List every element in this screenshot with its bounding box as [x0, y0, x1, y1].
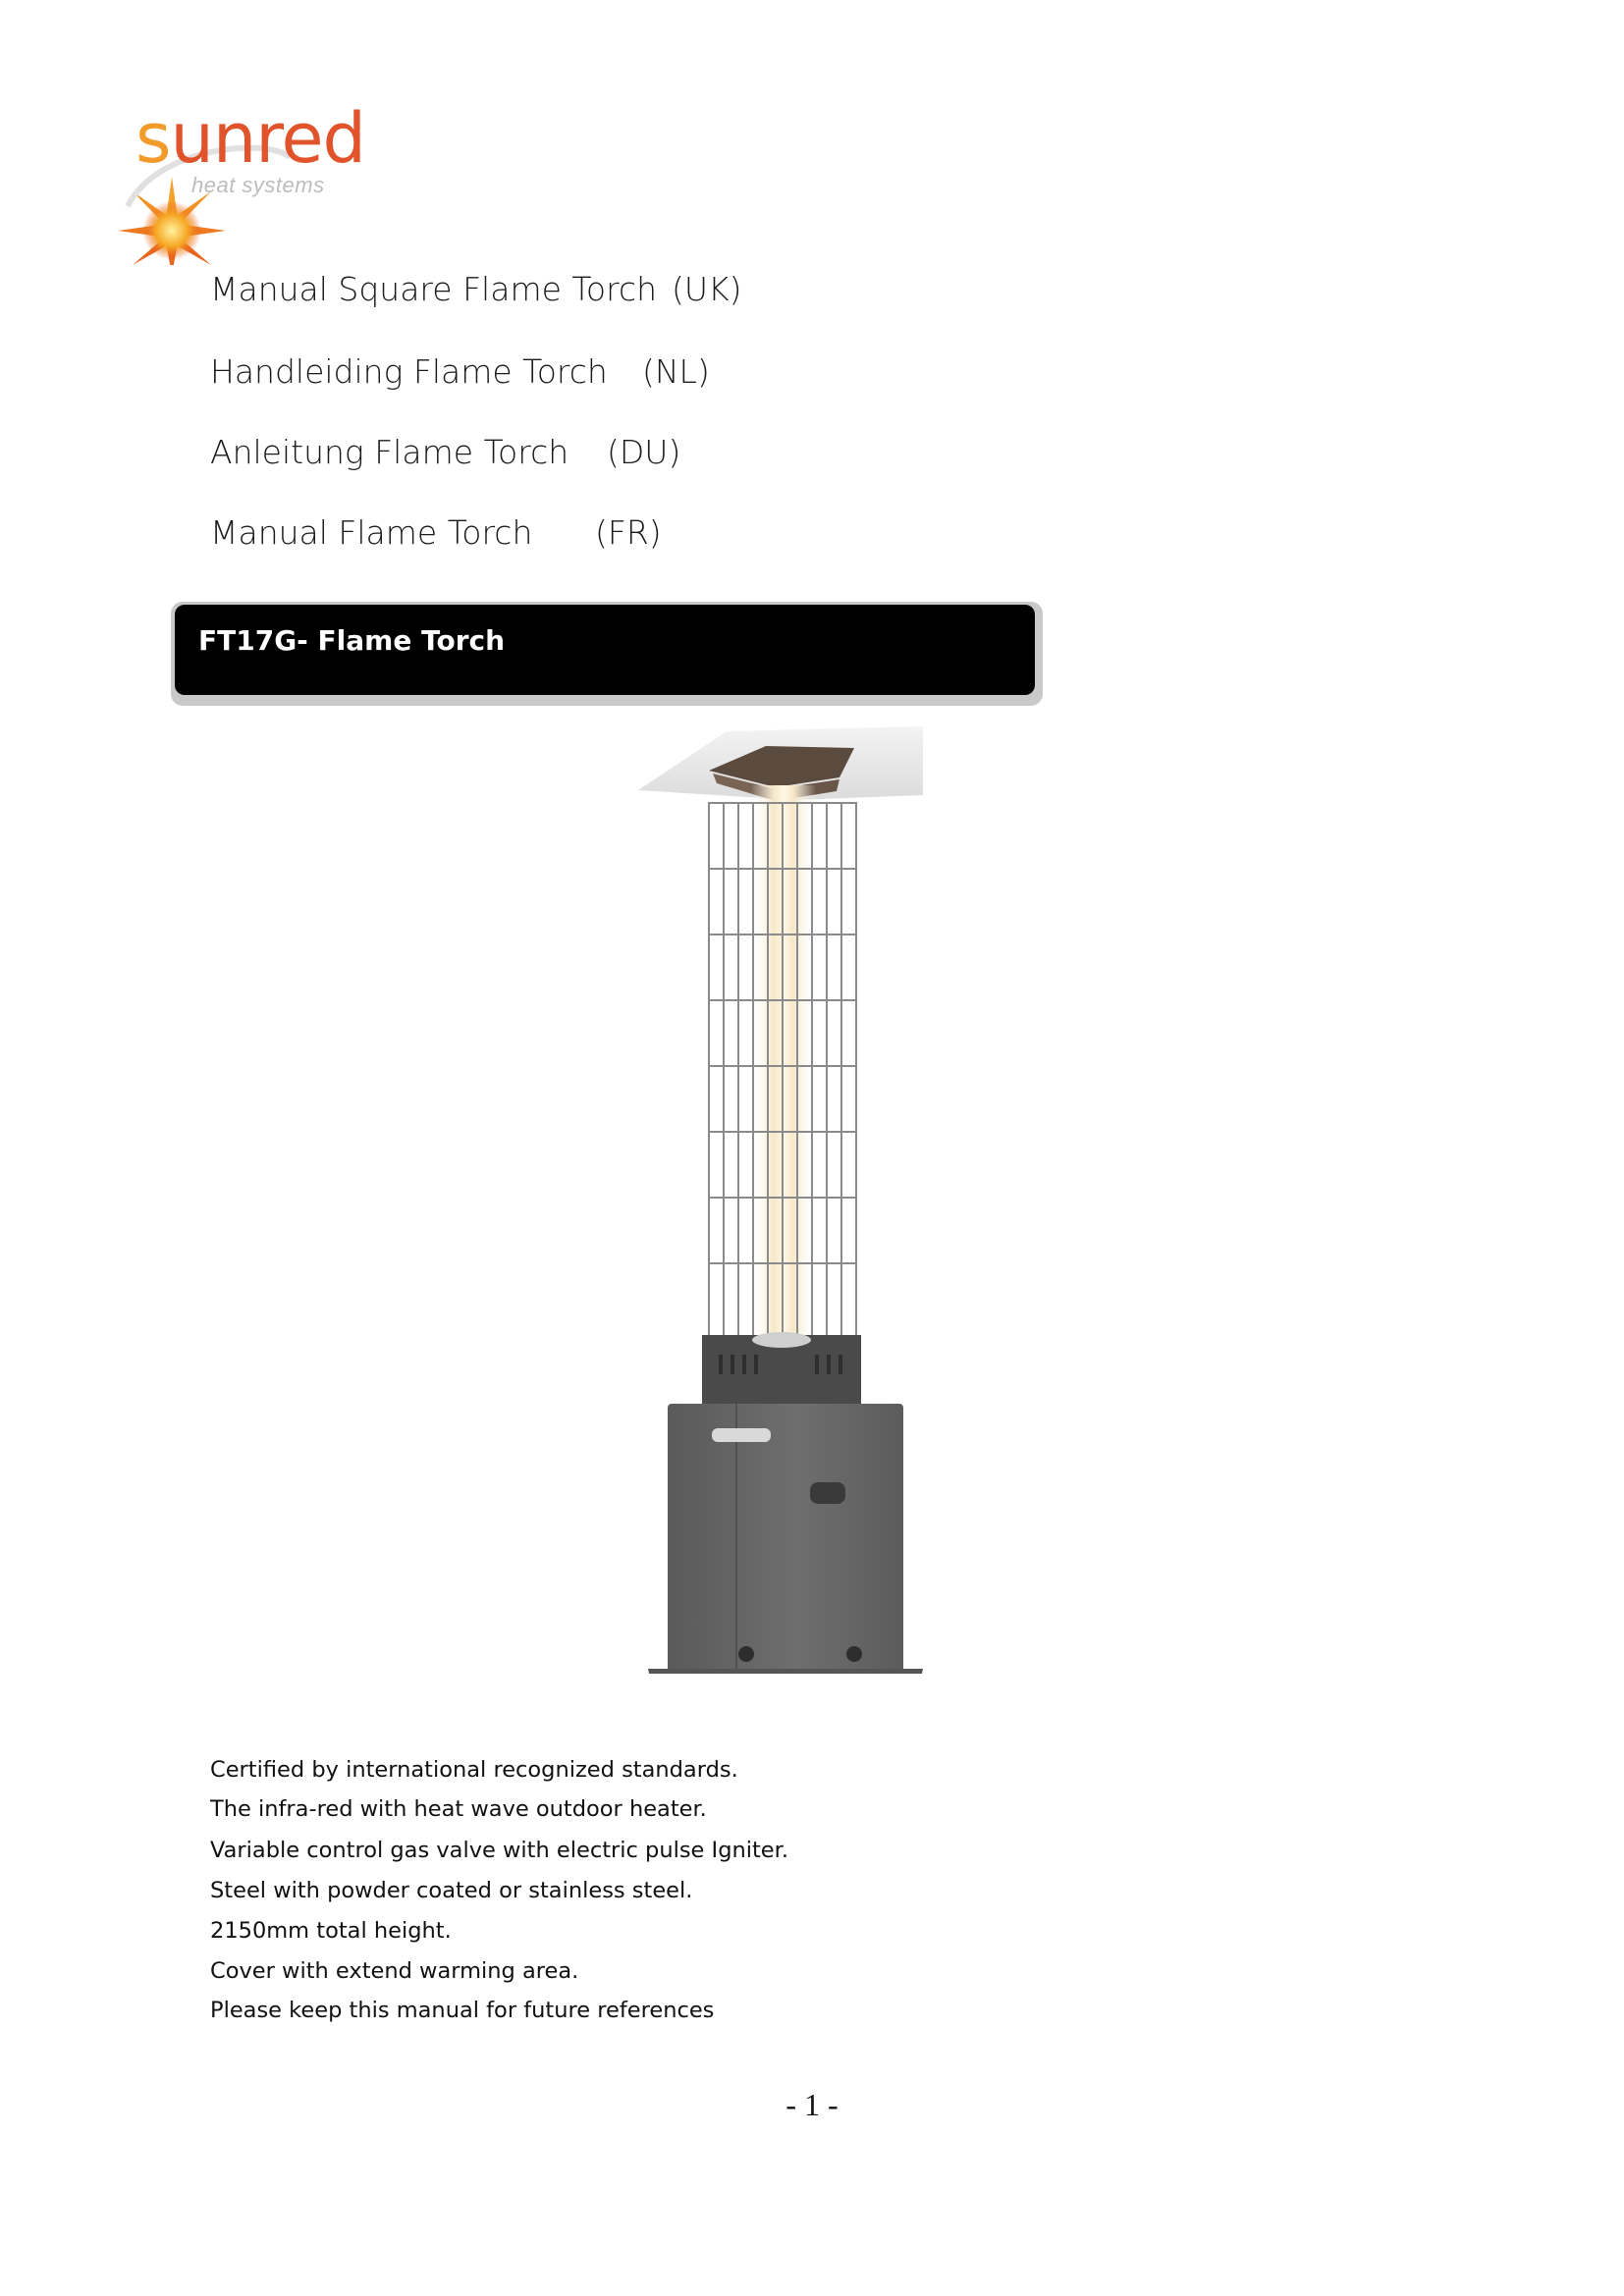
title-row-uk — [210, 270, 742, 319]
feature-item: Please keep this manual for future references — [210, 1998, 715, 2023]
feature-item: The infra-red with heat wave outdoor heater. — [210, 1796, 707, 1822]
title-row-fr — [210, 513, 662, 562]
product-title: FT17G- Flame Torch — [198, 624, 506, 657]
title-row-nl — [210, 352, 710, 401]
feature-item: Variable control gas valve with electric pulse Igniter. — [210, 1838, 788, 1863]
title-language: (FR) — [595, 513, 662, 552]
feature-item: 2150mm total height. — [210, 1918, 452, 1944]
logo-wordmark-first: s — [135, 98, 171, 179]
feature-item: Steel with powder coated or stainless steel. — [210, 1878, 693, 1903]
title-text: Manual Flame Torch — [210, 513, 533, 552]
page-number: - 1 - — [785, 2087, 839, 2122]
title-language: (DU) — [607, 433, 681, 471]
logo-wordmark-rest: unred — [170, 98, 365, 179]
logo-wordmark — [135, 98, 365, 179]
logo-tagline: heat systems — [191, 173, 325, 197]
flame-torch-heater-image — [628, 726, 943, 1674]
title-row-du — [210, 433, 681, 482]
title-text: Handleiding Flame Torch — [210, 352, 608, 391]
sunred-logo — [98, 98, 393, 265]
title-text: Anleitung Flame Torch — [210, 433, 569, 471]
feature-item: Certified by international recognized standards. — [210, 1757, 738, 1783]
title-language: (NL) — [642, 352, 710, 391]
title-text: Manual Square Flame Torch — [210, 270, 658, 308]
feature-item: Cover with extend warming area. — [210, 1958, 579, 1984]
product-banner — [175, 605, 1035, 695]
title-language: (UK) — [672, 270, 742, 308]
